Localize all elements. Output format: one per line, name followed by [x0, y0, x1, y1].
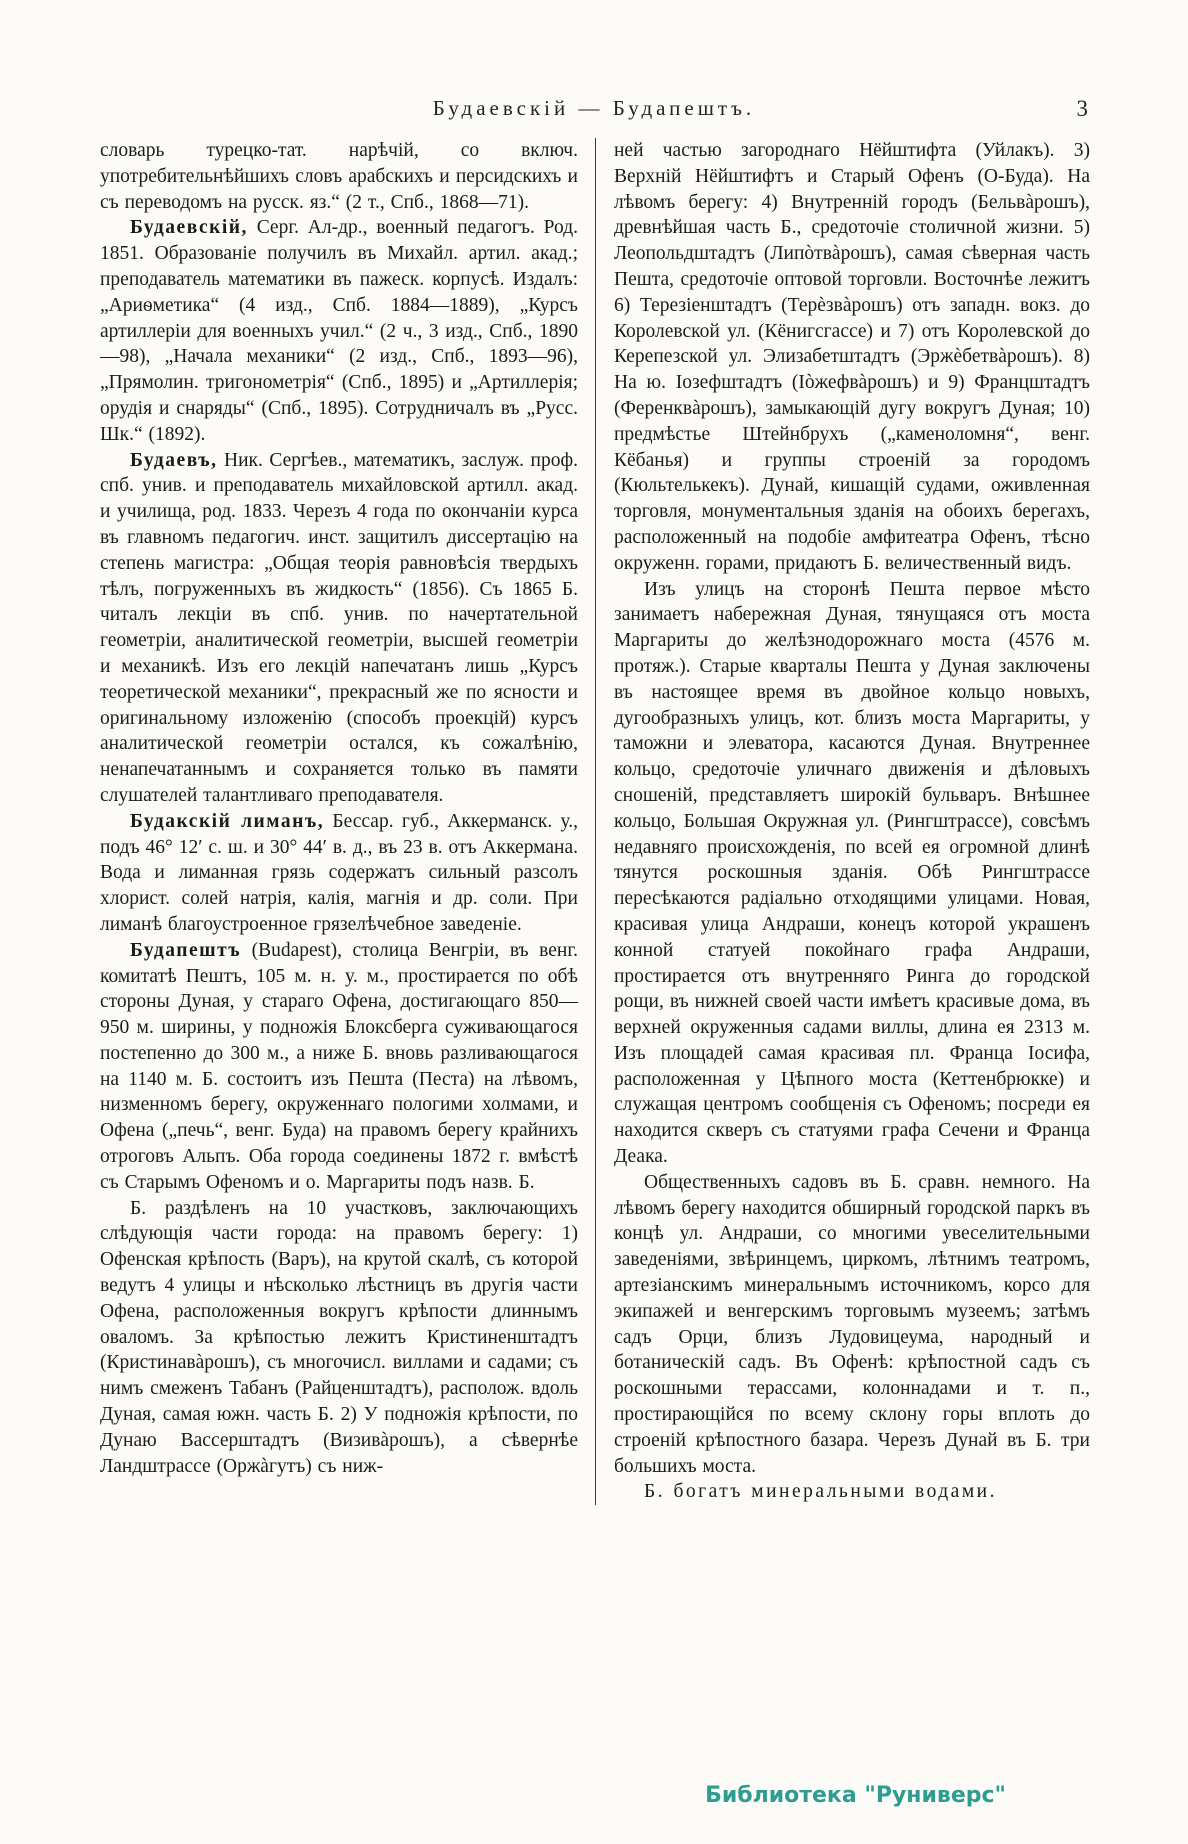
entry-text: Серг. Ал-др., военный педагогъ. Род. 1851. Образованіе получилъ въ Михайл. артил. акад.; преподаватель математики въ пажеск. корпусѣ. Издалъ: „Ариѳметика“ (4 изд., Спб. 1884—1889), „Курсъ артиллеріи для военныхъ учил.“ (2 ч., 3 изд., Спб., 1890—98), „Начала механики“ (2 изд., Спб., 1893—96), „Прямолин. тригонометрія“ (Спб., 1895) и „Артиллерія; орудія и снаряды“ (Спб., 1895). Сотрудничалъ въ „Русс. Шк.“ (1892).	[100, 217, 578, 445]
page-number: 3	[1076, 96, 1088, 121]
entry-budapest	[100, 938, 578, 1196]
running-head	[100, 96, 1088, 126]
library-watermark: Библиотека "Руниверс"	[705, 1783, 1006, 1808]
entry-text: Изъ улицъ на сторонѣ Пешта первое мѣсто занимаетъ набережная Дуная, тянущаяся отъ моста Маргариты до желѣзнодорожнаго моста (4576 м. протяж.). Старые кварталы Пешта у Дуная заключены въ настоящее время въ двойное кольцо новыхъ, дугообразныхъ улицъ, кот. близъ моста Маргариты, у таможни и элеватора, касаются Дуная. Внутреннее кольцо, средоточіе уличнаго движенія и дѣловыхъ сношеній, представляетъ широкій бульваръ. Внѣшнее кольцо, Большая Окружная ул. (Рингштрассе), совсѣмъ недавняго происхожденія, по всей ея огромной длинѣ тянутся роскошныя зданія. Обѣ Рингштрассе пересѣкаются радіально отходящими улицами. Новая, красивая улица Андраши, конецъ которой украшенъ конной статуей покойнаго графа Андраши, простирается отъ внутренняго Ринга до городской рощи, въ нижней своей части имѣетъ красивые дома, въ верхней окруженныя садами виллы, длина ея 2313 м. Изъ площадей самая красивая пл. Франца Іосифа, расположенная у Цѣпного моста (Кеттенбрюкке) и служащая центромъ сообщенія съ Офеномъ; посреди ея находится скверъ съ статуями графа Сечени и Франца Деака.	[614, 578, 1090, 1168]
entry-text: Б. раздѣленъ на 10 участковъ, заключающихъ слѣдующія части города: на правомъ берегу: 1) Офенская крѣпость (Варъ), на крутой скалѣ, съ которой ведутъ 4 улицы и нѣсколько лѣстницъ въ другія части Офена, расположенныя вокругъ крѣпости длиннымъ оваломъ. За крѣпостью лежитъ Кристиненштадтъ (Кристинавàрошъ), съ многочисл. виллами и садами; съ нимъ смеженъ Табанъ (Райценштадтъ), располож. вдоль Дуная, самая южн. часть Б. 2) У подножія крѣпости, по Дунаю Вассерштадтъ (Визивàрошъ), а сѣвернѣе Ландштрассе (Оржàгутъ) съ ниж-	[100, 1197, 578, 1477]
entry-budapest-districts-continued	[614, 138, 1090, 577]
entry-text: Ник. Сергѣев., математикъ, заслуж. проф. спб. унив. и преподаватель михайловской артилл. акад. и училища, род. 1833. Черезъ 4 года по окончаніи курса въ главномъ педагогич. инст. защитилъ диссертацію на степень магистра: „Общая теорія равновѣсія твердыхъ тѣлъ, погруженныхъ въ жидкость“ (1856). Съ 1865 Б. читалъ лекціи въ спб. унив. по начертательной геометріи, аналитической геометріи, высшей геометріи и механикѣ. Изъ его лекцій напечатанъ лишь „Курсъ теоретической механики“, прекрасный же по ясности и оригинальному изложенію (способъ проекцій) курсъ аналитической геометріи остался, къ сожалѣнію, ненапечатаннымъ и сохраняется только въ памяти слушателей талантливаго преподавателя.	[100, 449, 578, 806]
entry-headword: Будаевъ,	[130, 449, 218, 471]
entry-text: (Budapest), столица Венгріи, въ венг. комитатѣ Пештъ, 105 м. н. у. м., простирается по обѣ стороны Дуная, у стараго Офена, достигающаго 850—950 м. ширины, у подножія Блоксберга суживающагося постепенно до 300 м., а ниже Б. вновь разливающагося на 1140 м. Б. состоитъ изъ Пешта (Песта) на лѣвомъ, низменномъ берегу, окруженнаго пологими холмами, и Офена („печь“, венг. Буда) на правомъ берегу крайнихъ отроговъ Альпъ. Оба города соединены 1872 г. вмѣстѣ съ Старымъ Офеномъ и о. Маргариты подъ назв. Б.	[100, 939, 578, 1193]
page-title: Будаевскій — Будапештъ.	[432, 96, 756, 120]
entry-headword: Будакскій лиманъ,	[130, 810, 325, 832]
text-columns	[100, 138, 1090, 1505]
entry-headword: Будаевскій,	[130, 217, 248, 239]
entry-headword: Будапештъ	[130, 939, 242, 961]
entry-budaevskiy	[100, 215, 578, 447]
entry-text: словарь турецко-тат. нарѣчій, со включ. употребительнѣйшихъ словъ арабскихъ и персидскихъ и съ переводомъ на русск. яз.“ (2 т., Спб., 1868—71).	[100, 140, 578, 213]
column-left	[100, 138, 595, 1505]
entry-text: Общественныхъ садовъ въ Б. сравн. немного. На лѣвомъ берегу находится обширный городской паркъ въ концѣ ул. Андраши, со многими увеселительными заведеніями, звѣринцемъ, циркомъ, лѣтнимъ театромъ, артезіанскимъ минеральнымъ источникомъ, корсо для экипажей и венгерскимъ торговымъ музеемъ; затѣмъ садъ Орци, близъ Лудовицеума, народный и ботаническій садъ. Въ Офенѣ: крѣпостной садъ съ роскошными терассами, колоннадами и т. п., простирающійся по всему склону горы вплоть до строеній крѣпостного базара. Черезъ Дунай въ Б. три большихъ моста.	[614, 1171, 1090, 1477]
entry-budakskiy-liman	[100, 809, 578, 938]
entry-text: Бессар. губ., Аккерманск. у., подъ 46° 12′ с. ш. и 30° 44′ в. д., въ 23 в. отъ Аккермана. Вода и лиманная грязь содержатъ сильный разсолъ хлорист. солей натрія, калія, магнія и др. соли. При лиманѣ благоустроенное грязелѣчебное заведеніе.	[100, 810, 579, 935]
entry-budapest-districts	[100, 1196, 578, 1480]
entry-continuation	[100, 138, 578, 215]
entry-budapest-streets	[614, 577, 1090, 1170]
entry-text: ней частью загороднаго Нёйштифта (Уйлакъ). 3) Верхній Нёйштифтъ и Старый Офенъ (О-Буда). На лѣвомъ берегу: 4) Внутренній городъ (Бельвàрошъ), древнѣйшая часть Б., средоточіе столичной жизни. 5) Леопольдштадтъ (Липòтвàрошъ), самая сѣверная часть Пешта, средоточіе оптовой торговли. Восточнѣе лежитъ 6) Терезіенштадтъ (Терèзвàрошъ) отъ западн. вокз. до Королевской ул. (Кёнигсгассе) и 7) отъ Королевской до Керепезской ул. Элизабетштадтъ (Эржèбетвàрошъ). 8) На ю. Іозефштадтъ (Іòжефвàрошъ) и 9) Францштадтъ (Ференквàрошъ), замыкающій дугу вокругъ Дуная; 10) предмѣстье Штейнбрухъ („каменоломня“, венг. Кёбанья) и группы строеній за городомъ (Кюльтелькекъ). Дунай, кишащій судами, оживленная торговля, монументальныя зданія на обоихъ берегахъ, расположенный на подобіе амфитеатра Офенъ, тѣсно окруженн. горами, придаютъ Б. величественный видъ.	[614, 140, 1090, 574]
column-right	[595, 138, 1090, 1505]
entry-budapest-gardens	[614, 1170, 1090, 1480]
entry-text: Б. богатъ минеральными водами.	[644, 1481, 997, 1503]
entry-budaev	[100, 448, 578, 809]
entry-budapest-waters	[614, 1479, 1090, 1505]
